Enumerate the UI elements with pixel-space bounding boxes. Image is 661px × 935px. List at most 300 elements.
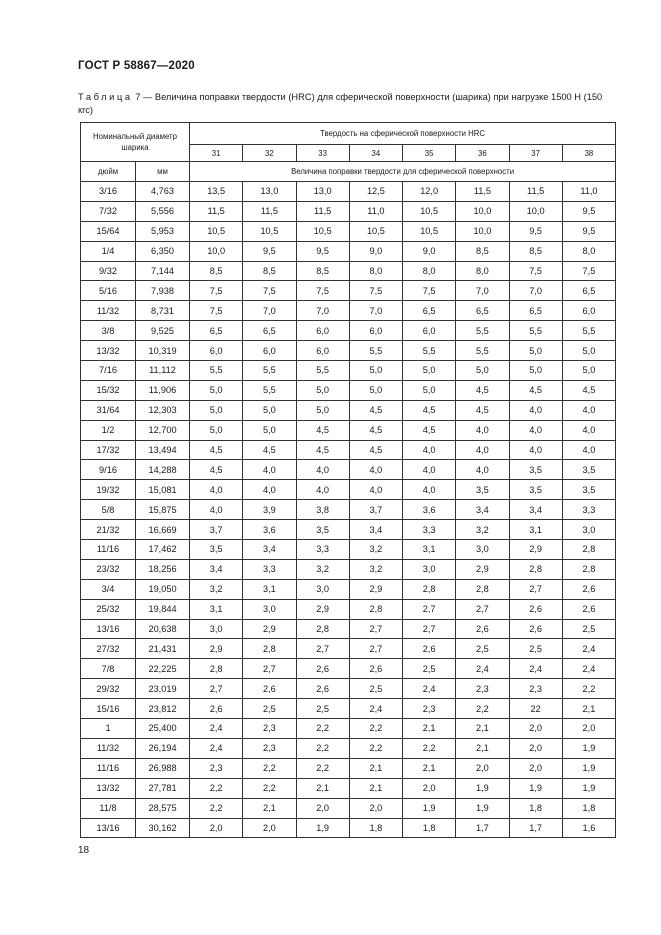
nominal-diameter-header: Номинальный диаметр шарика xyxy=(81,123,190,162)
table-row xyxy=(81,261,616,281)
cell-diameter-mm: 26,988 xyxy=(136,758,190,778)
table-row xyxy=(81,500,616,520)
cell-correction-value: 2,0 xyxy=(190,818,243,838)
cell-correction-value: 3,1 xyxy=(243,579,296,599)
cell-diameter-inch: 11/32 xyxy=(81,301,136,321)
cell-correction-value: 4,0 xyxy=(562,400,615,420)
cell-diameter-mm: 8,731 xyxy=(136,301,190,321)
table-row xyxy=(81,599,616,619)
cell-diameter-mm: 26,194 xyxy=(136,738,190,758)
cell-correction-value: 13,0 xyxy=(296,182,349,202)
cell-diameter-mm: 6,350 xyxy=(136,241,190,261)
cell-correction-value: 2,4 xyxy=(562,659,615,679)
hardness-level-header: 36 xyxy=(456,145,509,162)
cell-correction-value: 2,7 xyxy=(190,679,243,699)
cell-correction-value: 6,5 xyxy=(403,301,456,321)
table-row xyxy=(81,341,616,361)
cell-diameter-inch: 13/32 xyxy=(81,341,136,361)
cell-correction-value: 7,5 xyxy=(349,281,402,301)
cell-correction-value: 3,3 xyxy=(403,520,456,540)
cell-diameter-inch: 3/16 xyxy=(81,182,136,202)
table-row xyxy=(81,201,616,221)
cell-correction-value: 7,5 xyxy=(296,281,349,301)
cell-correction-value: 2,1 xyxy=(349,758,402,778)
cell-correction-value: 5,0 xyxy=(296,380,349,400)
cell-diameter-inch: 31/64 xyxy=(81,400,136,420)
cell-correction-value: 6,5 xyxy=(562,281,615,301)
table-row xyxy=(81,758,616,778)
table-row xyxy=(81,798,616,818)
cell-correction-value: 3,5 xyxy=(296,520,349,540)
cell-correction-value: 2,9 xyxy=(456,559,509,579)
cell-diameter-inch: 11/32 xyxy=(81,738,136,758)
cell-correction-value: 9,5 xyxy=(509,221,562,241)
cell-correction-value: 3,1 xyxy=(190,599,243,619)
cell-correction-value: 2,3 xyxy=(190,758,243,778)
cell-correction-value: 5,0 xyxy=(562,341,615,361)
cell-correction-value: 4,0 xyxy=(562,420,615,440)
table-row xyxy=(81,420,616,440)
cell-correction-value: 4,5 xyxy=(190,460,243,480)
cell-correction-value: 2,6 xyxy=(296,659,349,679)
cell-correction-value: 11,5 xyxy=(456,182,509,202)
cell-correction-value: 5,0 xyxy=(190,420,243,440)
cell-correction-value: 5,0 xyxy=(403,361,456,381)
cell-correction-value: 3,0 xyxy=(403,559,456,579)
cell-correction-value: 2,8 xyxy=(562,559,615,579)
cell-correction-value: 2,2 xyxy=(349,738,402,758)
cell-diameter-inch: 27/32 xyxy=(81,639,136,659)
cell-correction-value: 4,0 xyxy=(456,440,509,460)
cell-correction-value: 7,5 xyxy=(562,261,615,281)
cell-correction-value: 3,5 xyxy=(190,540,243,560)
cell-correction-value: 4,0 xyxy=(296,460,349,480)
cell-correction-value: 2,9 xyxy=(509,540,562,560)
table-row xyxy=(81,400,616,420)
hardness-level-header: 34 xyxy=(349,145,402,162)
cell-correction-value: 5,0 xyxy=(509,341,562,361)
cell-diameter-mm: 15,081 xyxy=(136,480,190,500)
cell-correction-value: 2,2 xyxy=(296,738,349,758)
cell-correction-value: 8,5 xyxy=(190,261,243,281)
cell-correction-value: 3,7 xyxy=(349,500,402,520)
cell-correction-value: 2,0 xyxy=(509,719,562,739)
cell-diameter-mm: 12,303 xyxy=(136,400,190,420)
cell-correction-value: 4,0 xyxy=(509,440,562,460)
cell-correction-value: 10,5 xyxy=(349,221,402,241)
cell-correction-value: 2,4 xyxy=(190,719,243,739)
cell-correction-value: 5,0 xyxy=(349,361,402,381)
cell-correction-value: 3,4 xyxy=(509,500,562,520)
cell-correction-value: 7,5 xyxy=(403,281,456,301)
cell-diameter-mm: 22,225 xyxy=(136,659,190,679)
cell-correction-value: 9,5 xyxy=(296,241,349,261)
cell-correction-value: 4,5 xyxy=(403,400,456,420)
cell-diameter-inch: 15/64 xyxy=(81,221,136,241)
cell-diameter-mm: 12,700 xyxy=(136,420,190,440)
cell-diameter-inch: 3/8 xyxy=(81,321,136,341)
cell-correction-value: 2,6 xyxy=(562,599,615,619)
cell-correction-value: 2,8 xyxy=(403,579,456,599)
cell-correction-value: 4,5 xyxy=(403,420,456,440)
cell-correction-value: 5,5 xyxy=(509,321,562,341)
cell-diameter-mm: 4,763 xyxy=(136,182,190,202)
cell-correction-value: 2,0 xyxy=(403,778,456,798)
table-row xyxy=(81,321,616,341)
cell-correction-value: 3,1 xyxy=(509,520,562,540)
cell-correction-value: 2,1 xyxy=(456,719,509,739)
cell-correction-value: 5,5 xyxy=(349,341,402,361)
cell-correction-value: 2,7 xyxy=(243,659,296,679)
cell-correction-value: 3,2 xyxy=(190,579,243,599)
cell-correction-value: 2,1 xyxy=(349,778,402,798)
table-row xyxy=(81,241,616,261)
cell-diameter-mm: 28,575 xyxy=(136,798,190,818)
cell-correction-value: 3,2 xyxy=(349,540,402,560)
cell-correction-value: 2,0 xyxy=(296,798,349,818)
cell-correction-value: 2,9 xyxy=(190,639,243,659)
cell-correction-value: 11,0 xyxy=(562,182,615,202)
cell-diameter-mm: 19,844 xyxy=(136,599,190,619)
cell-correction-value: 3,5 xyxy=(562,460,615,480)
cell-correction-value: 13,0 xyxy=(243,182,296,202)
cell-correction-value: 3,9 xyxy=(243,500,296,520)
cell-diameter-mm: 20,638 xyxy=(136,619,190,639)
table-row xyxy=(81,540,616,560)
cell-diameter-inch: 15/16 xyxy=(81,699,136,719)
cell-correction-value: 4,5 xyxy=(349,420,402,440)
cell-correction-value: 4,5 xyxy=(296,420,349,440)
cell-correction-value: 4,0 xyxy=(509,400,562,420)
cell-correction-value: 9,0 xyxy=(349,241,402,261)
cell-diameter-inch: 5/16 xyxy=(81,281,136,301)
cell-correction-value: 4,0 xyxy=(190,480,243,500)
page-number: 18 xyxy=(78,845,90,856)
cell-diameter-mm: 10,319 xyxy=(136,341,190,361)
cell-correction-value: 8,5 xyxy=(509,241,562,261)
cell-correction-value: 4,0 xyxy=(349,480,402,500)
table-row xyxy=(81,361,616,381)
cell-correction-value: 2,8 xyxy=(243,639,296,659)
cell-diameter-inch: 15/32 xyxy=(81,380,136,400)
cell-correction-value: 3,4 xyxy=(190,559,243,579)
hardness-level-header: 35 xyxy=(403,145,456,162)
cell-diameter-mm: 7,144 xyxy=(136,261,190,281)
cell-correction-value: 2,7 xyxy=(403,599,456,619)
cell-correction-value: 4,5 xyxy=(349,400,402,420)
cell-correction-value: 3,5 xyxy=(509,480,562,500)
cell-correction-value: 12,5 xyxy=(349,182,402,202)
cell-correction-value: 2,2 xyxy=(562,679,615,699)
cell-correction-value: 2,6 xyxy=(456,619,509,639)
cell-correction-value: 2,6 xyxy=(243,679,296,699)
cell-correction-value: 2,3 xyxy=(243,738,296,758)
cell-correction-value: 1,7 xyxy=(456,818,509,838)
cell-correction-value: 3,8 xyxy=(296,500,349,520)
cell-correction-value: 1,9 xyxy=(456,798,509,818)
cell-correction-value: 10,0 xyxy=(456,221,509,241)
cell-correction-value: 2,9 xyxy=(243,619,296,639)
cell-correction-value: 4,5 xyxy=(349,440,402,460)
cell-diameter-inch: 21/32 xyxy=(81,520,136,540)
cell-correction-value: 1,9 xyxy=(296,818,349,838)
cell-correction-value: 3,3 xyxy=(243,559,296,579)
cell-correction-value: 2,0 xyxy=(349,798,402,818)
cell-correction-value: 4,0 xyxy=(243,480,296,500)
cell-correction-value: 2,9 xyxy=(349,579,402,599)
cell-correction-value: 4,5 xyxy=(456,380,509,400)
table-row xyxy=(81,778,616,798)
cell-diameter-mm: 14,288 xyxy=(136,460,190,480)
cell-correction-value: 6,0 xyxy=(296,341,349,361)
cell-correction-value: 3,4 xyxy=(349,520,402,540)
cell-correction-value: 2,6 xyxy=(403,639,456,659)
cell-correction-value: 5,5 xyxy=(243,380,296,400)
hardness-header: Твердость на сферической поверхности HRC xyxy=(190,123,616,145)
cell-correction-value: 2,6 xyxy=(296,679,349,699)
cell-correction-value: 11,5 xyxy=(243,201,296,221)
cell-diameter-inch: 7/8 xyxy=(81,659,136,679)
cell-diameter-mm: 16,669 xyxy=(136,520,190,540)
cell-correction-value: 2,2 xyxy=(243,758,296,778)
cell-correction-value: 11,5 xyxy=(190,201,243,221)
cell-correction-value: 9,5 xyxy=(562,221,615,241)
cell-correction-value: 1,9 xyxy=(509,778,562,798)
table-row xyxy=(81,699,616,719)
cell-correction-value: 10,0 xyxy=(509,201,562,221)
cell-correction-value: 1,9 xyxy=(562,758,615,778)
cell-correction-value: 11,5 xyxy=(509,182,562,202)
cell-correction-value: 1,9 xyxy=(403,798,456,818)
cell-diameter-inch: 7/32 xyxy=(81,201,136,221)
cell-diameter-inch: 23/32 xyxy=(81,559,136,579)
cell-correction-value: 3,2 xyxy=(296,559,349,579)
cell-diameter-inch: 11/8 xyxy=(81,798,136,818)
cell-diameter-mm: 19,050 xyxy=(136,579,190,599)
cell-correction-value: 2,1 xyxy=(403,719,456,739)
table-row xyxy=(81,559,616,579)
cell-correction-value: 2,5 xyxy=(562,619,615,639)
cell-diameter-inch: 19/32 xyxy=(81,480,136,500)
cell-diameter-mm: 9,525 xyxy=(136,321,190,341)
table-row xyxy=(81,301,616,321)
cell-diameter-mm: 17,462 xyxy=(136,540,190,560)
hardness-correction-table xyxy=(80,122,616,838)
cell-diameter-mm: 30,162 xyxy=(136,818,190,838)
table-row xyxy=(81,619,616,639)
cell-correction-value: 2,1 xyxy=(562,699,615,719)
cell-correction-value: 3,0 xyxy=(243,599,296,619)
cell-diameter-mm: 15,875 xyxy=(136,500,190,520)
cell-correction-value: 3,6 xyxy=(243,520,296,540)
correction-header: Величина поправки твердости для сферической поверхности xyxy=(190,162,616,182)
cell-correction-value: 4,0 xyxy=(243,460,296,480)
table-row xyxy=(81,579,616,599)
cell-correction-value: 2,3 xyxy=(403,699,456,719)
cell-correction-value: 4,0 xyxy=(403,440,456,460)
cell-correction-value: 6,5 xyxy=(509,301,562,321)
cell-correction-value: 1,8 xyxy=(562,798,615,818)
cell-correction-value: 2,2 xyxy=(190,798,243,818)
cell-correction-value: 2,2 xyxy=(296,719,349,739)
cell-correction-value: 5,0 xyxy=(190,380,243,400)
cell-diameter-inch: 11/16 xyxy=(81,758,136,778)
cell-diameter-mm: 23,812 xyxy=(136,699,190,719)
cell-correction-value: 5,0 xyxy=(349,380,402,400)
table-row xyxy=(81,182,616,202)
cell-correction-value: 5,5 xyxy=(456,321,509,341)
cell-diameter-mm: 18,256 xyxy=(136,559,190,579)
table-row xyxy=(81,520,616,540)
cell-correction-value: 9,0 xyxy=(403,241,456,261)
cell-correction-value: 7,5 xyxy=(190,301,243,321)
cell-correction-value: 2,4 xyxy=(562,639,615,659)
table-caption-label: Таблица xyxy=(78,92,133,102)
cell-correction-value: 2,0 xyxy=(243,818,296,838)
cell-diameter-inch: 29/32 xyxy=(81,679,136,699)
cell-correction-value: 2,2 xyxy=(296,758,349,778)
cell-correction-value: 6,0 xyxy=(296,321,349,341)
cell-correction-value: 3,0 xyxy=(562,520,615,540)
cell-correction-value: 2,2 xyxy=(349,719,402,739)
cell-correction-value: 4,5 xyxy=(456,400,509,420)
unit-inch-header: дюйм xyxy=(81,162,136,182)
cell-correction-value: 2,7 xyxy=(509,579,562,599)
cell-correction-value: 2,8 xyxy=(190,659,243,679)
cell-correction-value: 2,7 xyxy=(403,619,456,639)
cell-correction-value: 8,0 xyxy=(562,241,615,261)
cell-correction-value: 2,0 xyxy=(509,758,562,778)
cell-correction-value: 3,2 xyxy=(349,559,402,579)
cell-correction-value: 10,5 xyxy=(296,221,349,241)
cell-correction-value: 9,5 xyxy=(562,201,615,221)
cell-correction-value: 2,5 xyxy=(296,699,349,719)
cell-correction-value: 6,0 xyxy=(243,341,296,361)
cell-correction-value: 7,0 xyxy=(509,281,562,301)
cell-diameter-mm: 11,112 xyxy=(136,361,190,381)
cell-correction-value: 2,4 xyxy=(190,738,243,758)
document-header: ГОСТ Р 58867—2020 xyxy=(78,60,195,72)
cell-correction-value: 2,2 xyxy=(190,778,243,798)
cell-correction-value: 5,0 xyxy=(190,400,243,420)
cell-correction-value: 1,8 xyxy=(349,818,402,838)
cell-diameter-inch: 3/4 xyxy=(81,579,136,599)
unit-mm-header: мм xyxy=(136,162,190,182)
cell-correction-value: 1,8 xyxy=(509,798,562,818)
cell-diameter-inch: 9/32 xyxy=(81,261,136,281)
cell-diameter-inch: 13/16 xyxy=(81,818,136,838)
cell-correction-value: 22 xyxy=(509,699,562,719)
cell-correction-value: 6,0 xyxy=(349,321,402,341)
cell-correction-value: 2,0 xyxy=(562,719,615,739)
cell-correction-value: 2,7 xyxy=(296,639,349,659)
table-row xyxy=(81,480,616,500)
cell-correction-value: 2,8 xyxy=(509,559,562,579)
cell-correction-value: 8,0 xyxy=(349,261,402,281)
cell-diameter-inch: 5/8 xyxy=(81,500,136,520)
cell-correction-value: 5,0 xyxy=(403,380,456,400)
cell-correction-value: 4,0 xyxy=(509,420,562,440)
cell-correction-value: 8,5 xyxy=(296,261,349,281)
cell-correction-value: 6,5 xyxy=(190,321,243,341)
cell-diameter-inch: 11/16 xyxy=(81,540,136,560)
cell-correction-value: 1,8 xyxy=(403,818,456,838)
cell-correction-value: 4,0 xyxy=(456,420,509,440)
cell-correction-value: 8,0 xyxy=(403,261,456,281)
hardness-level-header: 37 xyxy=(509,145,562,162)
cell-correction-value: 1,6 xyxy=(562,818,615,838)
cell-correction-value: 2,3 xyxy=(509,679,562,699)
cell-correction-value: 5,0 xyxy=(296,400,349,420)
table-row xyxy=(81,659,616,679)
cell-diameter-mm: 21,431 xyxy=(136,639,190,659)
cell-correction-value: 2,8 xyxy=(456,579,509,599)
cell-correction-value: 2,5 xyxy=(243,699,296,719)
cell-diameter-mm: 23,019 xyxy=(136,679,190,699)
cell-correction-value: 5,5 xyxy=(243,361,296,381)
cell-correction-value: 1,9 xyxy=(562,778,615,798)
cell-correction-value: 2,1 xyxy=(296,778,349,798)
cell-diameter-inch: 1/2 xyxy=(81,420,136,440)
cell-correction-value: 6,5 xyxy=(456,301,509,321)
cell-correction-value: 2,5 xyxy=(456,639,509,659)
cell-correction-value: 7,5 xyxy=(243,281,296,301)
cell-correction-value: 3,5 xyxy=(509,460,562,480)
cell-diameter-inch: 1/4 xyxy=(81,241,136,261)
cell-correction-value: 2,8 xyxy=(296,619,349,639)
cell-correction-value: 10,5 xyxy=(403,221,456,241)
cell-correction-value: 7,5 xyxy=(190,281,243,301)
cell-correction-value: 7,0 xyxy=(243,301,296,321)
cell-correction-value: 2,5 xyxy=(509,639,562,659)
cell-correction-value: 5,5 xyxy=(296,361,349,381)
cell-correction-value: 5,0 xyxy=(243,400,296,420)
cell-correction-value: 2,8 xyxy=(562,540,615,560)
cell-correction-value: 3,7 xyxy=(190,520,243,540)
cell-correction-value: 4,0 xyxy=(456,460,509,480)
cell-correction-value: 5,0 xyxy=(243,420,296,440)
table-row xyxy=(81,380,616,400)
cell-correction-value: 13,5 xyxy=(190,182,243,202)
cell-correction-value: 5,0 xyxy=(562,361,615,381)
table-row xyxy=(81,221,616,241)
cell-correction-value: 10,5 xyxy=(403,201,456,221)
cell-correction-value: 2,4 xyxy=(509,659,562,679)
cell-correction-value: 3,0 xyxy=(190,619,243,639)
hardness-level-header: 38 xyxy=(562,145,615,162)
cell-correction-value: 7,5 xyxy=(509,261,562,281)
cell-correction-value: 5,5 xyxy=(403,341,456,361)
cell-correction-value: 4,0 xyxy=(403,460,456,480)
cell-correction-value: 2,2 xyxy=(403,738,456,758)
cell-correction-value: 2,3 xyxy=(456,679,509,699)
cell-correction-value: 4,5 xyxy=(296,440,349,460)
cell-correction-value: 11,0 xyxy=(349,201,402,221)
cell-correction-value: 4,5 xyxy=(509,380,562,400)
cell-correction-value: 4,0 xyxy=(190,500,243,520)
cell-diameter-mm: 5,953 xyxy=(136,221,190,241)
cell-correction-value: 3,0 xyxy=(296,579,349,599)
cell-correction-value: 2,4 xyxy=(456,659,509,679)
cell-correction-value: 1,9 xyxy=(562,738,615,758)
cell-correction-value: 3,4 xyxy=(456,500,509,520)
cell-correction-value: 6,0 xyxy=(190,341,243,361)
cell-correction-value: 2,4 xyxy=(403,679,456,699)
hardness-level-header: 31 xyxy=(190,145,243,162)
cell-correction-value: 11,5 xyxy=(296,201,349,221)
cell-correction-value: 5,0 xyxy=(509,361,562,381)
cell-correction-value: 3,2 xyxy=(456,520,509,540)
